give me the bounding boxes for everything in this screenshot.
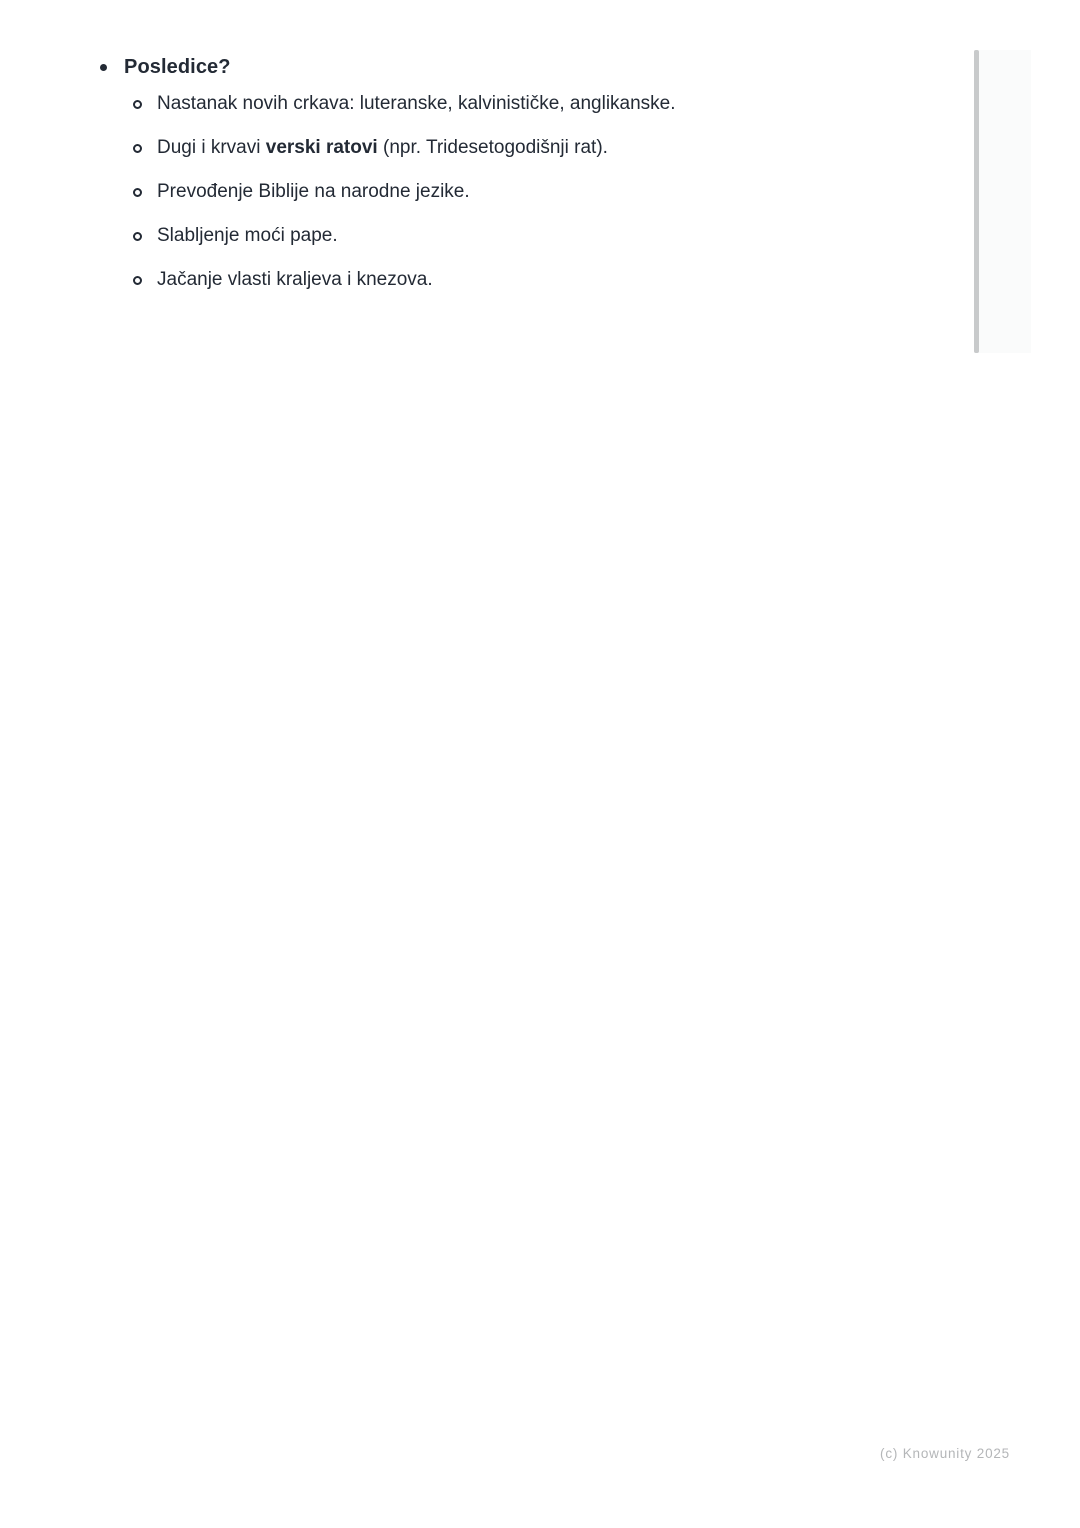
list-item: [133, 92, 920, 116]
copyright-footer: (c) Knowunity 2025: [880, 1446, 1010, 1461]
list-item-text: [157, 136, 608, 160]
list-item-text: [157, 92, 676, 116]
circle-bullet-icon: [133, 100, 142, 109]
disc-bullet-icon: [100, 64, 107, 71]
list-item-heading: [100, 55, 920, 79]
text-segment: (npr. Tridesetogodišnji rat).: [377, 137, 608, 158]
circle-bullet-icon: [133, 276, 142, 285]
text-segment: Prevođenje Biblije na narodne jezike.: [157, 181, 470, 202]
list-heading: Posledice?: [124, 56, 231, 78]
text-segment: Nastanak novih crkava: luteranske, kalvinističke, anglikanske.: [157, 93, 676, 114]
list-item: [133, 268, 920, 292]
text-segment: Jačanje vlasti kraljeva i knezova.: [157, 269, 433, 290]
list-item: [133, 180, 920, 204]
text-segment: Slabljenje moći pape.: [157, 225, 338, 246]
document-content: [100, 55, 920, 312]
bullet-sublist: [133, 92, 920, 292]
list-item: [133, 136, 920, 160]
circle-bullet-icon: [133, 144, 142, 153]
list-item-text: [157, 224, 338, 248]
text-segment: Dugi i krvavi: [157, 137, 266, 158]
list-item: [133, 224, 920, 248]
circle-bullet-icon: [133, 232, 142, 241]
bold-text-segment: verski ratovi: [265, 137, 378, 158]
list-item-text: [157, 180, 470, 204]
circle-bullet-icon: [133, 188, 142, 197]
scrollbar-thumb[interactable]: [974, 50, 979, 353]
list-item-text: [157, 268, 433, 292]
scrollbar-track[interactable]: [974, 50, 1031, 353]
